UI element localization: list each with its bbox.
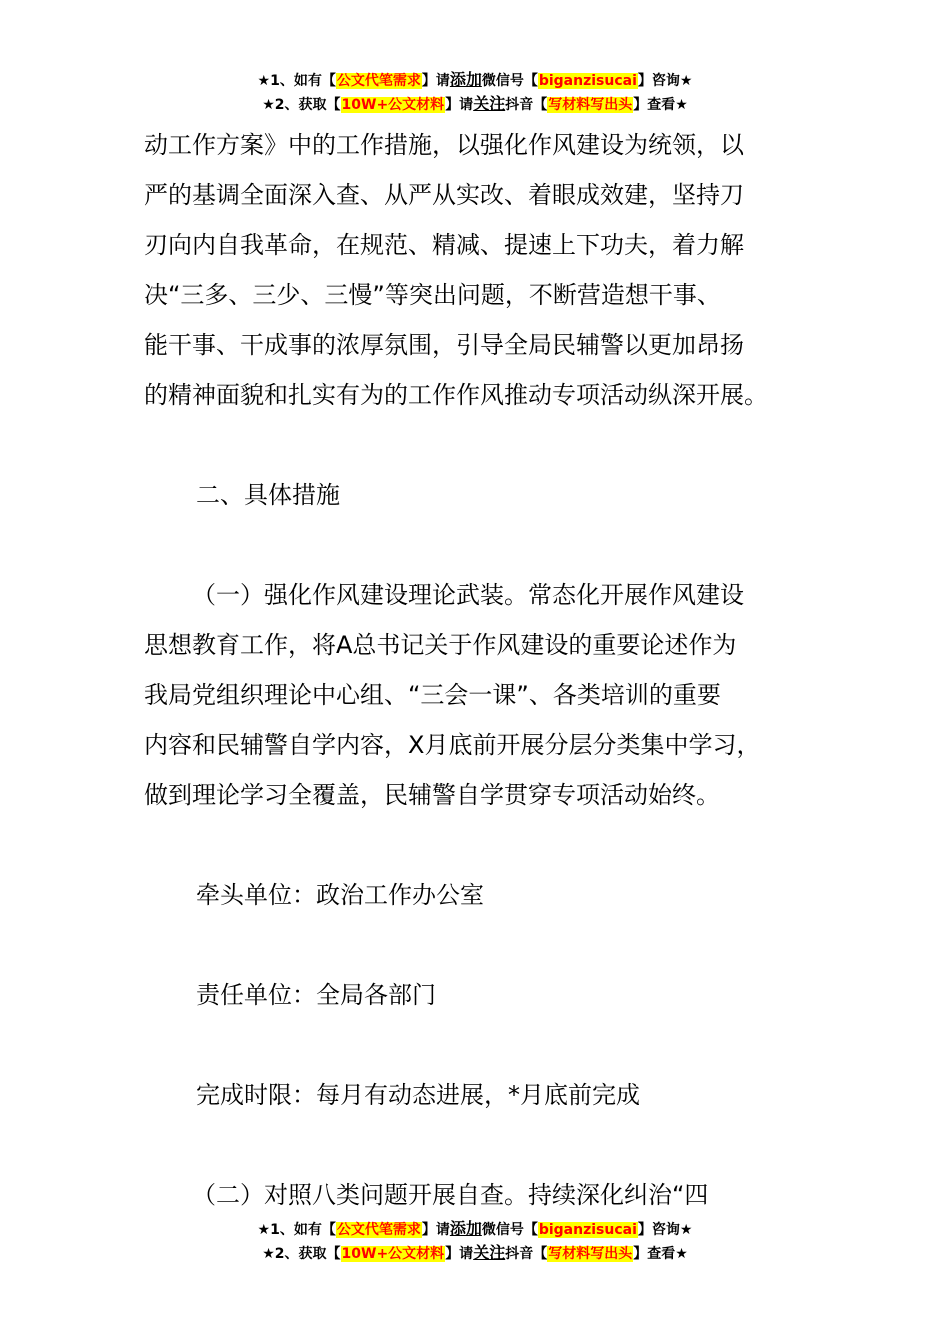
banner-text: ★2、获取【 (262, 97, 341, 113)
banner-highlight: 公文代笔需求 (336, 73, 421, 89)
paragraph-line: 严的基调全面深入查、从严从实改、着眼成效建，坚持刀 (144, 181, 744, 209)
responsible-unit: 责任单位：全局各部门 (196, 981, 436, 1009)
banner-text: 】咨询★ (637, 73, 693, 89)
banner-text: 】咨询★ (637, 1222, 693, 1238)
document-body (144, 120, 808, 1220)
banner-text: ★2、获取【 (262, 1246, 341, 1262)
banner-text: 】请 (421, 73, 450, 89)
paragraph-line: （一）强化作风建设理论武装。常态化开展作风建设 (192, 581, 744, 609)
paragraph-line: 刃向内自我革命，在规范、精减、提速上下功夫，着力解 (144, 231, 744, 259)
banner-line-2 (0, 1242, 950, 1266)
banner-text: 抖音【 (505, 97, 548, 113)
paragraph-line: 能干事、干成事的浓厚氛围，引导全局民辅警以更加昂扬 (144, 331, 744, 359)
paragraph-line: 思想教育工作，将A总书记关于作风建设的重要论述作为 (144, 631, 737, 659)
banner-highlight: biganzisucai (538, 73, 637, 89)
paragraph-line: 我局党组织理论中心组、“三会一课”、各类培训的重要 (144, 681, 721, 709)
banner-text: 】请 (445, 1246, 474, 1262)
section-heading: 二、具体措施 (196, 481, 340, 509)
banner-emphasis: 关注 (473, 1243, 506, 1262)
lead-unit: 牵头单位：政治工作办公室 (196, 881, 484, 909)
paragraph-line: 的精神面貌和扎实有为的工作作风推动专项活动纵深开展。 (144, 381, 768, 409)
banner-highlight: biganzisucai (538, 1222, 637, 1238)
banner-text: 】查看★ (633, 1246, 688, 1262)
banner-highlight: 写材料写出头 (548, 97, 633, 113)
paragraph-line: 决“三多、三少、三慢”等突出问题，不断营造想干事、 (144, 281, 721, 309)
header-banner (0, 69, 950, 117)
banner-text: 】查看★ (633, 97, 688, 113)
paragraph-line: （二）对照八类问题开展自查。持续深化纠治“四 (192, 1181, 709, 1209)
banner-highlight: 写材料写出头 (548, 1246, 633, 1262)
banner-text: ★1、如有【 (257, 1222, 336, 1238)
banner-emphasis: 关注 (473, 94, 506, 113)
paragraph-line: 动工作方案》中的工作措施，以强化作风建设为统领，以 (144, 131, 744, 159)
banner-highlight: 10W+公文材料 (341, 1246, 445, 1262)
banner-text: ★1、如有【 (257, 73, 336, 89)
banner-highlight: 10W+公文材料 (341, 97, 445, 113)
banner-emphasis: 添加 (449, 70, 482, 89)
banner-line-2 (0, 93, 950, 117)
banner-emphasis: 添加 (449, 1219, 482, 1238)
banner-text: 微信号【 (481, 73, 538, 89)
banner-text: 微信号【 (481, 1222, 538, 1238)
paragraph-line: 内容和民辅警自学内容，X月底前开展分层分类集中学习， (144, 731, 761, 759)
banner-line-1 (0, 1218, 950, 1242)
banner-highlight: 公文代笔需求 (336, 1222, 421, 1238)
banner-text: 】请 (421, 1222, 450, 1238)
deadline: 完成时限：每月有动态进展，*月底前完成 (196, 1081, 640, 1109)
footer-banner (0, 1218, 950, 1266)
banner-text: 】请 (445, 97, 474, 113)
paragraph-line: 做到理论学习全覆盖，民辅警自学贯穿专项活动始终。 (144, 781, 720, 809)
banner-text: 抖音【 (505, 1246, 548, 1262)
banner-line-1 (0, 69, 950, 93)
